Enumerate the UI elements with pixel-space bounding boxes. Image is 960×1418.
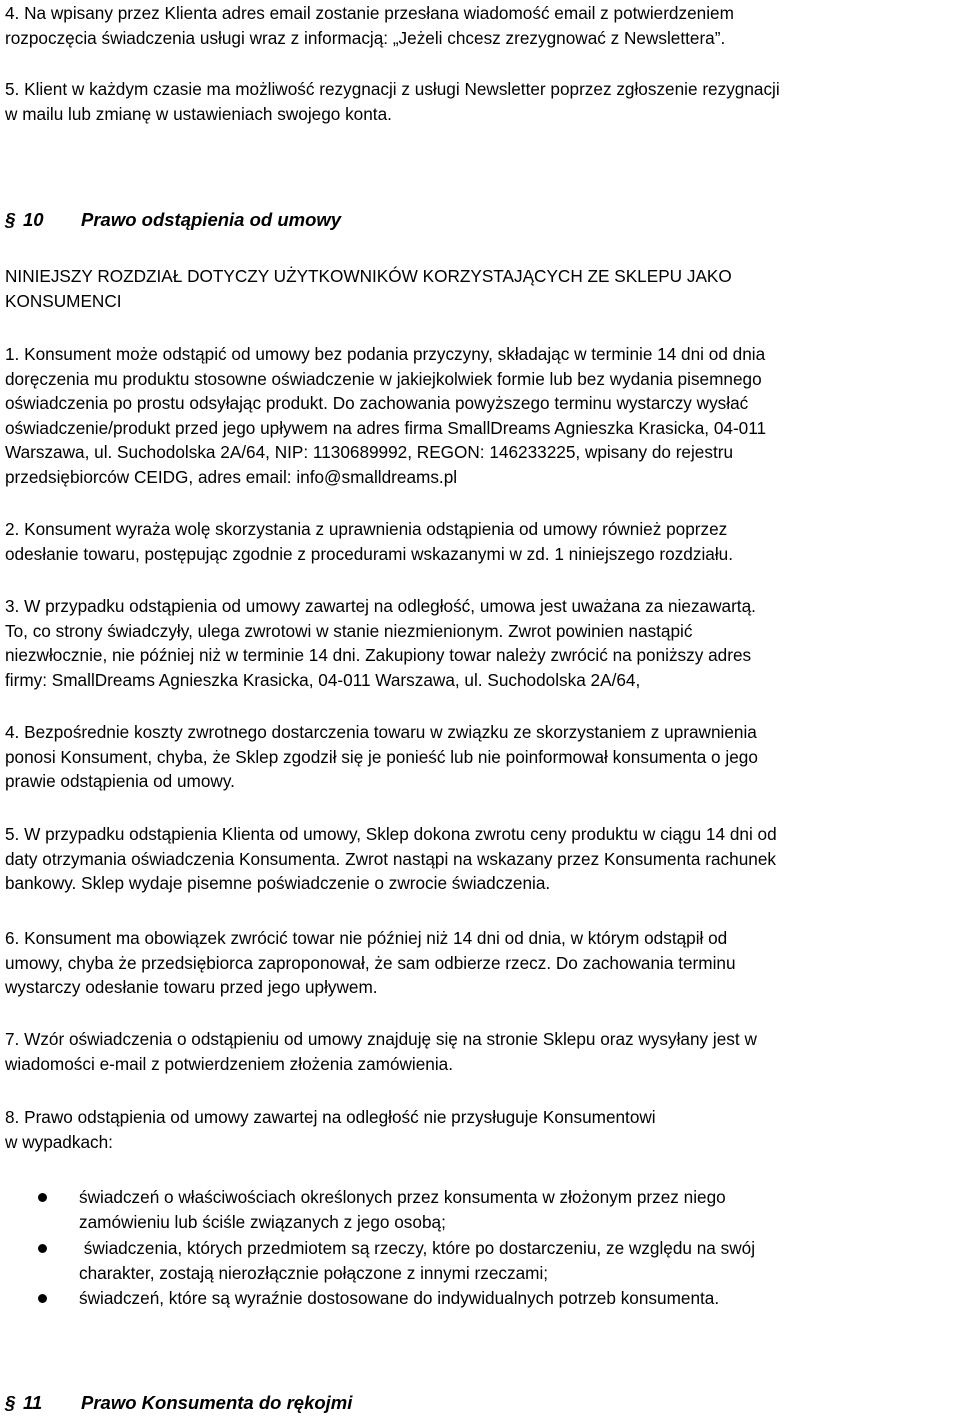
- bullet-icon: [38, 1244, 47, 1253]
- text-line: daty otrzymania oświadczenia Konsumenta. Zwrot nastąpi na wskazany przez Konsumenta rachunek: [5, 848, 776, 869]
- text-line: umowy, chyba że przedsiębiorca zaproponował, że sam odbierze rzecz. Do zachowania terminu: [5, 952, 736, 973]
- text-line: świadczenia, których przedmiotem są rzeczy, które po dostarczeniu, ze względu na swój: [79, 1238, 756, 1258]
- text-line: przedsiębiorców CEIDG, adres email: info@smalldreams.pl: [5, 466, 458, 487]
- section-number: 10: [23, 209, 44, 230]
- text-line: świadczeń, które są wyraźnie dostosowane do indywidualnych potrzeb konsumenta.: [79, 1288, 720, 1308]
- item-4: [5, 720, 960, 794]
- text-line: doręczenia mu produktu stosowne oświadczenie w jakiejkolwiek formie lub bez wydania pisemnego: [5, 368, 762, 389]
- item-6: [5, 926, 960, 1000]
- section-number: 11: [23, 1392, 43, 1413]
- paragraph-4: [5, 1, 960, 50]
- item-1: [5, 342, 960, 490]
- text-line: ponosi Konsument, chyba, że Sklep zgodził się je ponieść lub nie poinformował konsumenta o jego: [5, 746, 758, 767]
- text-line: bankowy. Sklep wydaje pisemne poświadczenie o zwrocie świadczenia.: [5, 873, 551, 894]
- section-heading-10: [5, 207, 341, 233]
- text-line: w mailu lub zmianę w ustawieniach swojego konta.: [5, 103, 392, 124]
- chapter-note: [5, 264, 960, 313]
- bullet-icon: [38, 1294, 47, 1303]
- text-line: 4. Bezpośrednie koszty zwrotnego dostarczenia towaru w związku ze skorzystaniem z uprawnienia: [5, 722, 757, 742]
- text-line: 3. W przypadku odstąpienia od umowy zawartej na odległość, umowa jest uważana za niezawartą.: [5, 596, 756, 616]
- text-line: charakter, zostają nierozłącznie połączone z innymi rzeczami;: [79, 1262, 549, 1283]
- text-line: oświadczenie/produkt przed jego upływem na adres firma SmallDreams Agnieszka Krasicka, 04-011: [5, 417, 767, 438]
- text-line: rozpoczęcia świadczenia usługi wraz z informacją: „Jeżeli chcesz zrezygnować z Newslettera”.: [5, 27, 726, 48]
- item-3: [5, 594, 960, 692]
- section-heading-11: [5, 1390, 352, 1416]
- text-line: w wypadkach:: [5, 1131, 113, 1152]
- text-line: 7. Wzór oświadczenia o odstąpieniu od umowy znajduję się na stronie Sklepu oraz wysyłany jest w: [5, 1029, 757, 1049]
- section-title: Prawo Konsumenta do rękojmi: [81, 1392, 353, 1413]
- text-line: 5. Klient w każdym czasie ma możliwość rezygnacji z usługi Newsletter poprzez zgłoszenie rezygnacji: [5, 79, 780, 99]
- bullet-icon: [38, 1193, 47, 1202]
- text-line: zamówieniu lub ściśle związanych z jego osobą;: [79, 1211, 446, 1232]
- text-line: firmy: SmallDreams Agnieszka Krasicka, 04-011 Warszawa, ul. Suchodolska 2A/64,: [5, 669, 641, 690]
- text-line: oświadczenia po prostu odsyłając produkt. Do zachowania powyższego terminu wystarczy wysłać: [5, 393, 749, 414]
- bullet-text: [79, 1286, 719, 1311]
- text-line: To, co strony świadczyły, ulega zwrotowi w stanie niezmienionym. Zwrot powinien nastąpić: [5, 620, 693, 641]
- text-line: niezwłocznie, nie później niż w terminie 14 dni. Zakupiony towar należy zwrócić na poniższy adres: [5, 645, 752, 666]
- text-line: 4. Na wpisany przez Klienta adres email zostanie przesłana wiadomość email z potwierdzeniem: [5, 3, 734, 23]
- text-line: wiadomości e-mail z potwierdzeniem złożenia zamówienia.: [5, 1053, 454, 1074]
- text-line: NINIEJSZY ROZDZIAŁ DOTYCZY UŻYTKOWNIKÓW KORZYSTAJĄCYCH ZE SKLEPU JAKO: [5, 266, 732, 286]
- section-title: Prawo odstąpienia od umowy: [81, 209, 342, 230]
- section-symbol: §: [5, 1392, 16, 1413]
- text-line: wystarczy odesłanie towaru przed jego upływem.: [5, 977, 378, 998]
- text-line: 2. Konsument wyraża wolę skorzystania z uprawnienia odstąpienia od umowy również poprzez: [5, 519, 728, 539]
- text-line: odesłanie towaru, postępując zgodnie z procedurami wskazanymi w zd. 1 niniejszego rozdziału.: [5, 543, 733, 564]
- text-line: 8. Prawo odstąpienia od umowy zawartej na odległość nie przysługuje Konsumentowi: [5, 1107, 656, 1127]
- text-line: KONSUMENCI: [5, 290, 122, 311]
- section-symbol: §: [5, 209, 16, 230]
- text-line: 5. W przypadku odstąpienia Klienta od umowy, Sklep dokona zwrotu ceny produktu w ciągu 14 dni od: [5, 824, 777, 844]
- item-7: [5, 1027, 960, 1076]
- text-line: prawie odstąpienia od umowy.: [5, 771, 235, 792]
- text-line: 6. Konsument ma obowiązek zwrócić towar nie później niż 14 dni od dnia, w którym odstąpił od: [5, 928, 728, 948]
- item-2: [5, 517, 960, 566]
- text-line: 1. Konsument może odstąpić od umowy bez podania przyczyny, składając w terminie 14 dni od dnia: [5, 344, 766, 364]
- item-5: [5, 822, 960, 896]
- bullet-text: [79, 1236, 755, 1285]
- text-line: Warszawa, ul. Suchodolska 2A/64, NIP: 1130689992, REGON: 146233225, wpisany do rejestru: [5, 442, 734, 463]
- text-line: świadczeń o właściwościach określonych przez konsumenta w złożonym przez niego: [79, 1187, 726, 1207]
- paragraph-5: [5, 77, 960, 126]
- bullet-text: [79, 1185, 726, 1234]
- item-8: [5, 1105, 960, 1154]
